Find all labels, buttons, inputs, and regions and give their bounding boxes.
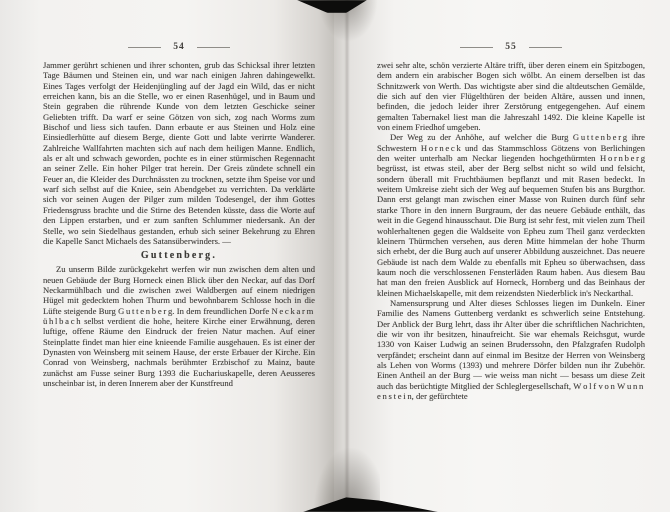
left-page — [43, 36, 315, 506]
right-page-header — [377, 36, 645, 58]
right-paragraph-1: zwei sehr alte, schön verzierte Altäre trifft, über deren einem ein Spitzbogen, dem andern ein arabischer Bogen sich wölbt. An einem derselben ist das Schnitzwerk von Werth. Das wichtigste aber sind die altdeutschen Gemälde, die sich auf den vier Flügelthüren der beiden Altäre, aussen und innen, befinden, die jedoch leider ihrer Zerstörung entgegengehen. Auf einem gemalten Tabernakel liest man die Jahreszahl 1492. Die kleine Kapelle ist von einem Friedhof umgeben. — [377, 60, 645, 133]
left-paragraph-1: Jammer gerührt schienen und ihrer schonten, grub das Schicksal ihrer letzten Tage Bäumen und Steinen ein, und war nach einigen Jahren dahingewelkt. Eines Tages verfolgt der Heidenjüngling auf der Jagd ein Wild, das er nicht erreichen kann, bis an die Stelle, wo er einen Rasenhügel, und in Baum und Stein gegraben die rührende Kunde von dem letzten Geschicke seiner Geliebten trifft. Da warf er seine Götzen von sich, zog nach Worms zum Bischof und liess sich taufen. Dann erbaute er aus Steinen und Holz eine Einsiedlerhütte auf diesem Berge, diente Gott und labte verirrte Wanderer. Zahlreiche Wallfahrten machten sich auf nach dem heiligen Manne. Endlich, als er alt und schwach geworden, pochte es in einer stürmischen Regennacht an seiner Zelle. Ein hoher Pilger trat herein. Der Greis zündete schnell ein Feuer an, die Kleider des Durchnässten zu trocknen, setzte ihm Speise vor und warf sich selbst auf die Kniee, sein Abendgebet zu verrichten. Da verklärte sich vor seinen Augen der Pilger zum milden Todesengel, der ihm Gottes Friedensgruss brachte und die Stirne des Betenden küsste, dass die Worte auf den Lippen erstarben, und er zum sanften Schlummer niedersank. An der Stelle, wo sein Siedelhaus gestanden, erhub sich seiner Bekehrung zu Ehren die Kapelle Sanct Michaels des Satansüberwinders. — — [43, 60, 315, 246]
right-paragraph-3: Namensursprung und Alter dieses Schlosses liegen im Dunkeln. Einer Familie des Namens Guttenberg verdankt es schwerlich seine Entstehung. Der Anblick der Burg lehrt, dass ihr Alter über die schriftlichen Nachrichten, die wir von ihr besitzen, hinaufreicht. Sie war ehemals Reichsgut, wurde 1330 von Kaiser Ludwig an seinen Bruderssohn, den Pfalzgrafen Rudolph verpfändet; erscheint dann auf einmal im Besitze der Herren von Weinsberg als Lehen von Worms (1393) und mehrere Dörfer bilden nun ihr Zubehör. Einen Antheil an der Burg — wie weiss man nicht — besass um diese Zeit auch das berüchtigte Mitglied der Schleglergesellschaft, W o l f v o n W u n n e n s t e i n, der gefürchtete — [377, 297, 645, 401]
left-paragraph-2: Zu unserm Bilde zurückgekehrt werfen wir nun zwischen dem alten und neuen Gebäude der Burg Horneck einen Blick über den Neckar, auf das Dorf Neckarmühlbach und die zwischen zwei Waldbergen auf einem niedrigen Hügel mit gedecktem hohen Thurm und bewohnbarem Schlosse hoch in die Lüfte steigende Burg G u t t e n b e r g. In dem freundlichen Dorfe N e c k a r m ü h l b a c h selbst verdient die hohe, heitere Kirche einer Erwähnung, deren luftige, offene Räume den Eindruck der freien Natur machen. Auf einer Steinplatte findet man hier eine knieende Familie ausgehauen. Es ist einer der Dynasten von Weinsberg mit seinem Hause, der erste Erbauer der Kirche. Ein Conrad von Weinsberg, nachmals berühmter Erzbischof zu Mainz, baute zunächst am Fusse seiner Burg 1393 die Euchariuskapelle, deren Aeusseres unscheinbar ist, in deren Innerem aber der Kunstfreund — [43, 264, 315, 388]
left-page-header — [43, 36, 315, 58]
right-page — [377, 36, 645, 506]
right-page-number: 55 — [505, 42, 517, 52]
header-rule-left — [460, 47, 493, 48]
header-rule-right — [197, 47, 230, 48]
left-page-number: 54 — [173, 42, 185, 52]
header-rule-right — [529, 47, 562, 48]
section-heading-guttenberg: Guttenberg. — [140, 250, 218, 262]
right-paragraph-2: Der Weg zu der Anhöhe, auf welcher die Burg G u t t e n b e r g ihre Schwestern H o r n e c k und das Stammschloss Götzens von Berlichingen den weiter unterhalb am Neckar liegenden hochgethürmten H o r n b e r g begrüsst, ist etwas steil, aber der Berg selbst nicht so wild und felsicht, sondern überall mit Fruchtbäumen bepflanzt und mit Rasen bedeckt. In weitem Umkreise zieht sich der Weg auf bequemen Stufen bis ans Burgthor. Dann erst gelangt man zwischen einer Masse von Ruinen durch fünf sehr starke Thore in den innern Burgraum, der das neuere Gebäude enthält, das weit in die Gegend hinausschaut. Die Burg ist sehr fest, mit vielen zum Theil wohlerhaltenen gegen die Waldseite von Epheu zum Theil ganz verdeckten kleinern Thürmchen versehen, aus deren Mitte himmelan der hohe Thurm sich erhebt, der die Burg auch auf unserer Abbildung auszeichnet. Das neuere Gebäude ist nach dem Walde zu ebenfalls mit Epheu so überwachsen, dass kaum noch die verschlossenen Fensterläden Raum haben. Aus diesem Bau hat man den freien Ausblick auf Horneck, Hornberg und das Beinhaus der kleinen Michaelskapelle, mit dem reizendsten Niederblick in's Neckarthal. — [377, 132, 645, 298]
header-rule-left — [128, 47, 161, 48]
gutter-shadow-line — [346, 0, 348, 512]
